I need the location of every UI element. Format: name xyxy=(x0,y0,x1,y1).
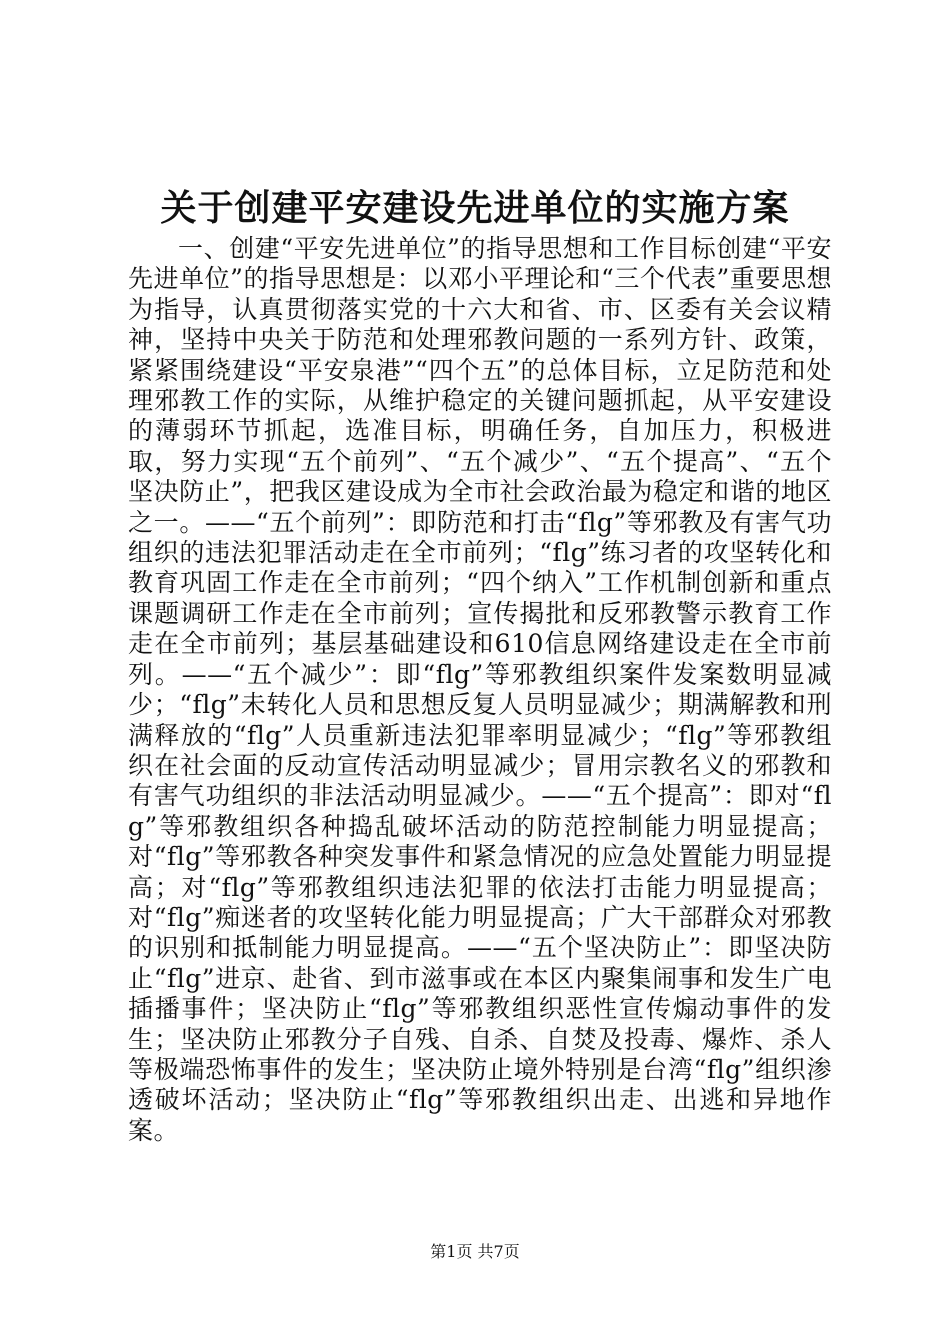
document-title: 关于创建平安建设先进单位的实施方案 xyxy=(160,187,790,229)
page-footer: 第1页 共7页 xyxy=(430,1242,520,1261)
document-body-paragraph: 一、创建“平安先进单位”的指导思想和工作目标创建“平安先进单位”的指导思想是：以邓小平理论和“三个代表”重要思想为指导，认真贯彻落实党的十六大和省、市、区委有关会议精神，坚持中央关于防范和处理邪教问题的一系列方针、政策，紧紧围绕建设“平安泉港”“四个五”的总体目标，立足防范和处理邪教工作的实际，从维护稳定的关键问题抓起，从平安建设的薄弱环节抓起，选准目标，明确任务，自加压力，积极进取，努力实现“五个前列”、“五个减少”、“五个提高”、“五个坚决防止”，把我区建设成为全市社会政治最为稳定和谐的地区之一。——“五个前列”：即防范和打击“flg”等邪教及有害气功组织的违法犯罪活动走在全市前列；“flg”练习者的攻坚转化和教育巩固工作走在全市前列；“四个纳入”工作机制创新和重点课题调研工作走在全市前列；宣传揭批和反邪教警示教育工作走在全市前列；基层基础建设和610信息网络建设走在全市前列。——“五个减少”：即“flg”等邪教组织案件发案数明显减少；“flg”未转化人员和思想反复人员明显减少；期满解教和刑满释放的“flg”人员重新违法犯罪率明显减少；“flg”等邪教组织在社会面的反动宣传活动明显减少；冒用宗教名义的邪教和有害气功组织的非法活动明显减少。——“五个提高”：即对“flg”等邪教组织各种捣乱破坏活动的防范控制能力明显提高；对“flg”等邪教各种突发事件和紧急情况的应急处置能力明显提高；对“flg”等邪教组织违法犯罪的依法打击能力明显提高；对“flg”痴迷者的攻坚转化能力明显提高；广大干部群众对邪教的识别和抵制能力明显提高。——“五个坚决防止”：即坚决防止“flg”进京、赴省、到市滋事或在本区内聚集闹事和发生广电插播事件；坚决防止“flg”等邪教组织恶性宣传煽动事件的发生；坚决防止邪教分子自残、自杀、自焚及投毒、爆炸、杀人等极端恐怖事件的发生；坚决防止境外特别是台湾“flg”组织渗透破坏活动；坚决防止“flg”等邪教组织出走、出逃和异地作案。 xyxy=(128,234,832,1145)
